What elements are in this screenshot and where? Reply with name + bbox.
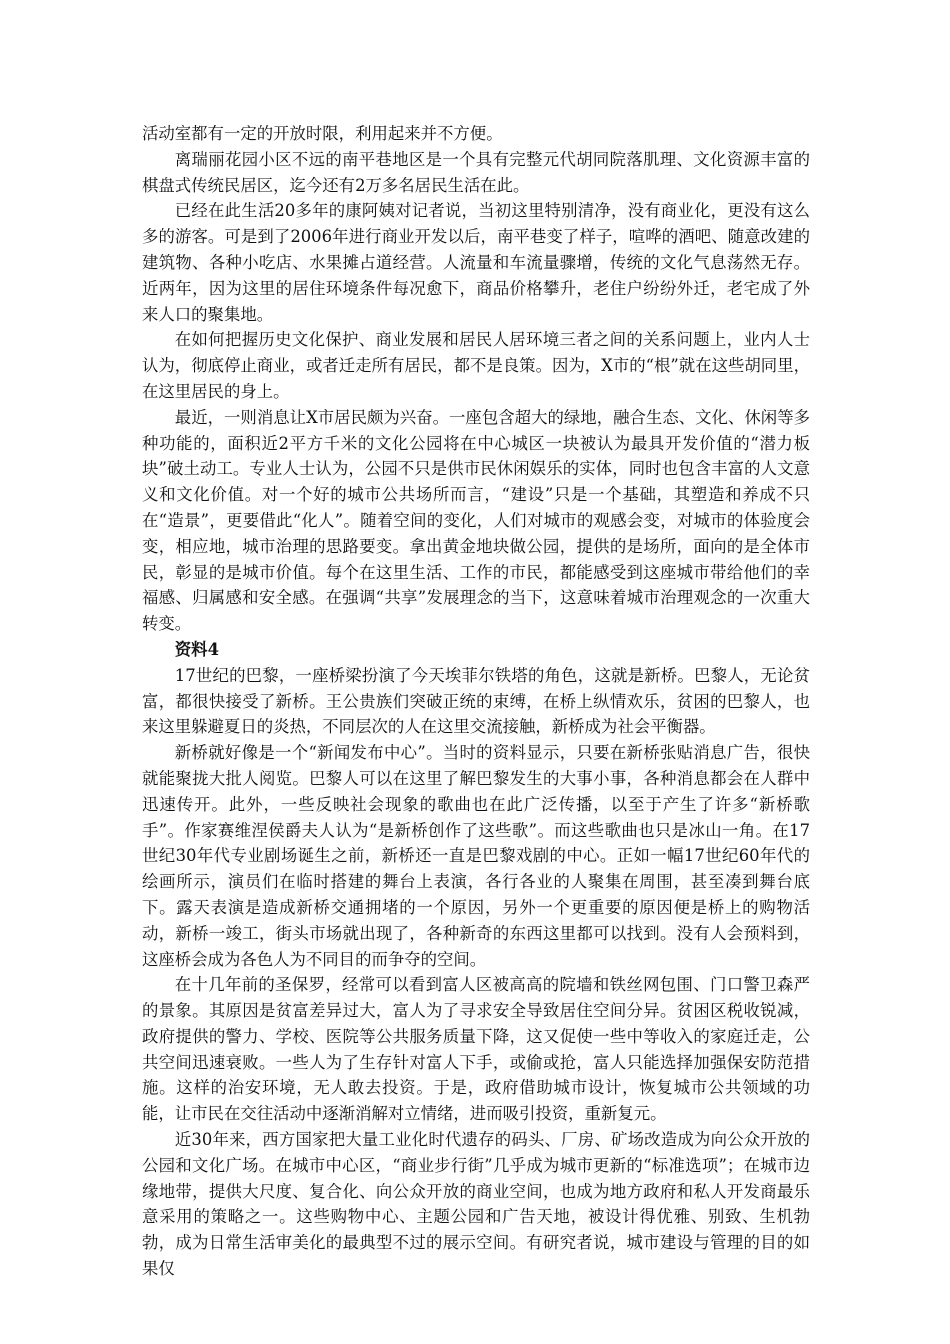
document-page — [142, 121, 810, 1282]
paragraph: 离瑞丽花园小区不远的南平巷地区是一个具有完整元代胡同院落肌理、文化资源丰富的棋盘式传统民居区，迄今还有2万多名居民生活在此。 — [142, 149, 810, 195]
paragraph: 近30年来，西方国家把大量工业化时代遗存的码头、厂房、矿场改造成为向公众开放的公园和文化广场。在城市中心区，“商业步行街”几乎成为城市更新的“标准选项”；在城市边缘地带，提供大尺度、复合化、向公众开放的商业空间，也成为地方政府和私人开发商最乐意采用的策略之一。这些购物中心、主题公园和广告天地，被设计得优雅、别致、生机勃勃，成为日常生活审美化的最典型不过的展示空间。有研究者说，城市建设与管理的目的如果仅 — [142, 1130, 810, 1279]
paragraph: 已经在此生活20多年的康阿姨对记者说，当初这里特别清净，没有商业化，更没有这么多的游客。可是到了2006年进行商业开发以后，南平巷变了样子，喧哗的酒吧、随意改建的建筑物、各种小吃店、水果摊占道经营。人流量和车流量骤增，传统的文化气息荡然无存。近两年，因为这里的居住环境条件每况愈下，商品价格攀升，老住户纷纷外迁，老宅成了外来人口的聚集地。 — [142, 201, 810, 324]
paragraph: 在十几年前的圣保罗，经常可以看到富人区被高高的院墙和铁丝网包围、门口警卫森严的景象。其原因是贫富差异过大，富人为了寻求安全导致居住空间分异。贫困区税收锐减，政府提供的警力、学校、医院等公共服务质量下降，这又促使一些中等收入的家庭迁走，公共空间迅速衰败。一些人为了生存针对富人下手，或偷或抢，富人只能选择加强保安防范措施。这样的治安环境，无人敢去投资。于是，政府借助城市设计，恢复城市公共领域的功能，让市民在交往活动中逐渐消解对立情绪，进而吸引投资，重新复元。 — [142, 975, 810, 1124]
paragraph: 活动室都有一定的开放时限，利用起来并不方便。 — [142, 124, 503, 143]
paragraph: 新桥就好像是一个“新闻发布中心”。当时的资料显示，只要在新桥张贴消息广告，很快就能聚拢大批人阅览。巴黎人可以在这里了解巴黎发生的大事小事，各种消息都会在人群中迅速传开。此外，一些反映社会现象的歌曲也在此广泛传播，以至于产生了许多“新桥歌手”。作家赛维涅侯爵夫人认为“是新桥创作了这些歌”。而这些歌曲也只是冰山一角。在17世纪30年代专业剧场诞生之前，新桥还一直是巴黎戏剧的中心。正如一幅17世纪60年代的绘画所示，演员们在临时搭建的舞台上表演，各行各业的人聚集在周围，甚至凑到舞台底下。露天表演是造成新桥交通拥堵的一个原因，另外一个更重要的原因便是桥上的购物活动，新桥一竣工，街头市场就出现了，各种新奇的东西这里都可以找到。没有人会预料到，这座桥会成为各色人为不同目的而争夺的空间。 — [142, 743, 810, 969]
section-heading: 资料4 — [174, 639, 219, 659]
paragraph: 17世纪的巴黎，一座桥梁扮演了今天埃菲尔铁塔的角色，这就是新桥。巴黎人，无论贫富，都很快接受了新桥。王公贵族们突破正统的束缚，在桥上纵情欢乐，贫困的巴黎人，也来这里躲避夏日的炎热，不同层次的人在这里交流接触，新桥成为社会平衡器。 — [142, 665, 810, 737]
paragraph: 最近，一则消息让X市居民颇为兴奋。一座包含超大的绿地，融合生态、文化、休闲等多种功能的，面积近2平方千米的文化公园将在中心城区一块被认为最具开发价值的“潜力板块”破土动工。专业人士认为，公园不只是供市民休闲娱乐的实体，同时也包含丰富的人文意义和文化价值。对一个好的城市公共场所而言，“建设”只是一个基础，其塑造和养成不只在“造景”，更要借此“化人”。随着空间的变化，人们对城市的观感会变，对城市的体验度会变，相应地，城市治理的思路要变。拿出黄金地块做公园，提供的是场所，面向的是全体市民，彰显的是城市价值。每个在这里生活、工作的市民，都能感受到这座城市带给他们的幸福感、归属感和安全感。在强调“共享”发展理念的当下，这意味着城市治理观念的一次重大转变。 — [142, 407, 810, 634]
paragraph: 在如何把握历史文化保护、商业发展和居民人居环境三者之间的关系问题上，业内人士认为，彻底停止商业，或者迁走所有居民，都不是良策。因为，X市的“根”就在这些胡同里，在这里居民的身上。 — [142, 330, 810, 401]
